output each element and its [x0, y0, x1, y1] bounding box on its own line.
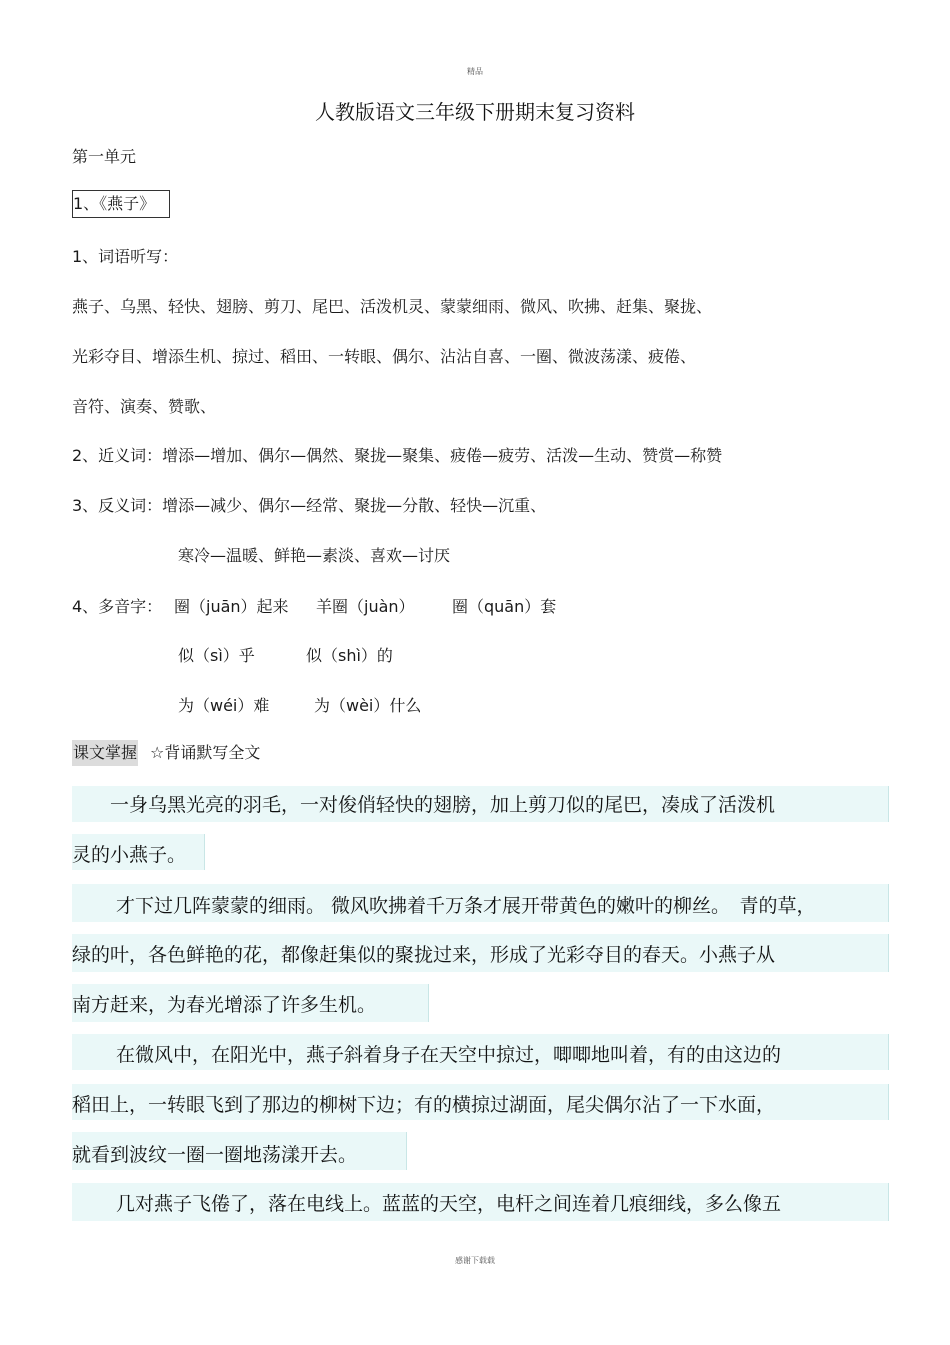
- passage-p4-line-1: 几对燕子飞倦了，落在电线上。蓝蓝的天空，电杆之间连着几痕细线，多么像五: [116, 1193, 782, 1215]
- passage-p1-line-2: 灵的小燕子。: [72, 844, 187, 866]
- passage-p3-line-3: 就看到波纹一圈一圈地荡漾开去。: [72, 1144, 358, 1166]
- passage-p2-line-3: 南方赶来，为春光增添了许多生机。: [72, 994, 377, 1016]
- unit-heading: 第一单元: [72, 147, 137, 166]
- polyphone-juan: 羊圈（juàn）: [316, 597, 415, 616]
- text-mastery-label: 课文掌握: [72, 740, 138, 766]
- vocab-line-3: 音符、演奏、赞歌、: [72, 397, 217, 416]
- vocab-label: 1、词语听写：: [72, 247, 179, 266]
- polyphone-shi: 似（shì）的: [306, 646, 393, 665]
- passage-p2-line-2: 绿的叶，各色鲜艳的花，都像赶集似的聚拢过来，形成了光彩夺目的春天。小燕子从: [72, 944, 776, 966]
- antonyms-line-1: 3、反义词：增添—减少、偶尔—经常、聚拢—分散、轻快—沉重、: [72, 496, 547, 515]
- lesson-title: 1、《燕子》: [72, 190, 170, 218]
- page-header: 精品: [467, 67, 483, 76]
- synonyms-line: 2、近义词：增添—增加、偶尔—偶然、聚拢—聚集、疲倦—疲劳、活泼—生动、赞赏—称赞: [72, 446, 723, 465]
- text-mastery-note: ☆背诵默写全文: [150, 743, 261, 762]
- passage-p3-line-1: 在微风中，在阳光中，燕子斜着身子在天空中掠过，唧唧地叫着，有的由这边的: [116, 1044, 782, 1066]
- polyphone-wei2: 为（wéi）难: [178, 696, 270, 715]
- passage-p1-line-1: 一身乌黑光亮的羽毛，一对俊俏轻快的翅膀，加上剪刀似的尾巴，凑成了活泼机: [110, 794, 776, 816]
- page-footer: 感谢下载载: [455, 1256, 495, 1265]
- polyphone-quan2: 圈（quān）套: [452, 597, 557, 616]
- passage-p2-line-1: 才下过几阵蒙蒙的细雨。 微风吹拂着千万条才展开带黄色的嫩叶的柳丝。 青的草，: [116, 895, 816, 917]
- polyphone-si: 似（sì）乎: [178, 646, 255, 665]
- passage-p3-line-2: 稻田上，一转眼飞到了那边的柳树下边；有的横掠过湖面，尾尖偶尔沾了一下水面，: [72, 1094, 776, 1116]
- antonyms-line-2: 寒冷—温暖、鲜艳—素淡、喜欢—讨厌: [178, 546, 451, 565]
- vocab-line-1: 燕子、乌黑、轻快、翅膀、剪刀、尾巴、活泼机灵、蒙蒙细雨、微风、吹拂、赶集、聚拢、: [72, 297, 713, 316]
- page-title: 人教版语文三年级下册期末复习资料: [315, 100, 635, 124]
- polyphone-wei4: 为（wèi）什么: [314, 696, 422, 715]
- vocab-line-2: 光彩夺目、增添生机、掠过、稻田、一转眼、偶尔、沾沾自喜、一圈、微波荡漾、疲倦、: [72, 347, 697, 366]
- polyphone-quan1: 圈（juān）起来: [174, 597, 289, 616]
- polyphones-label: 4、多音字：: [72, 597, 163, 616]
